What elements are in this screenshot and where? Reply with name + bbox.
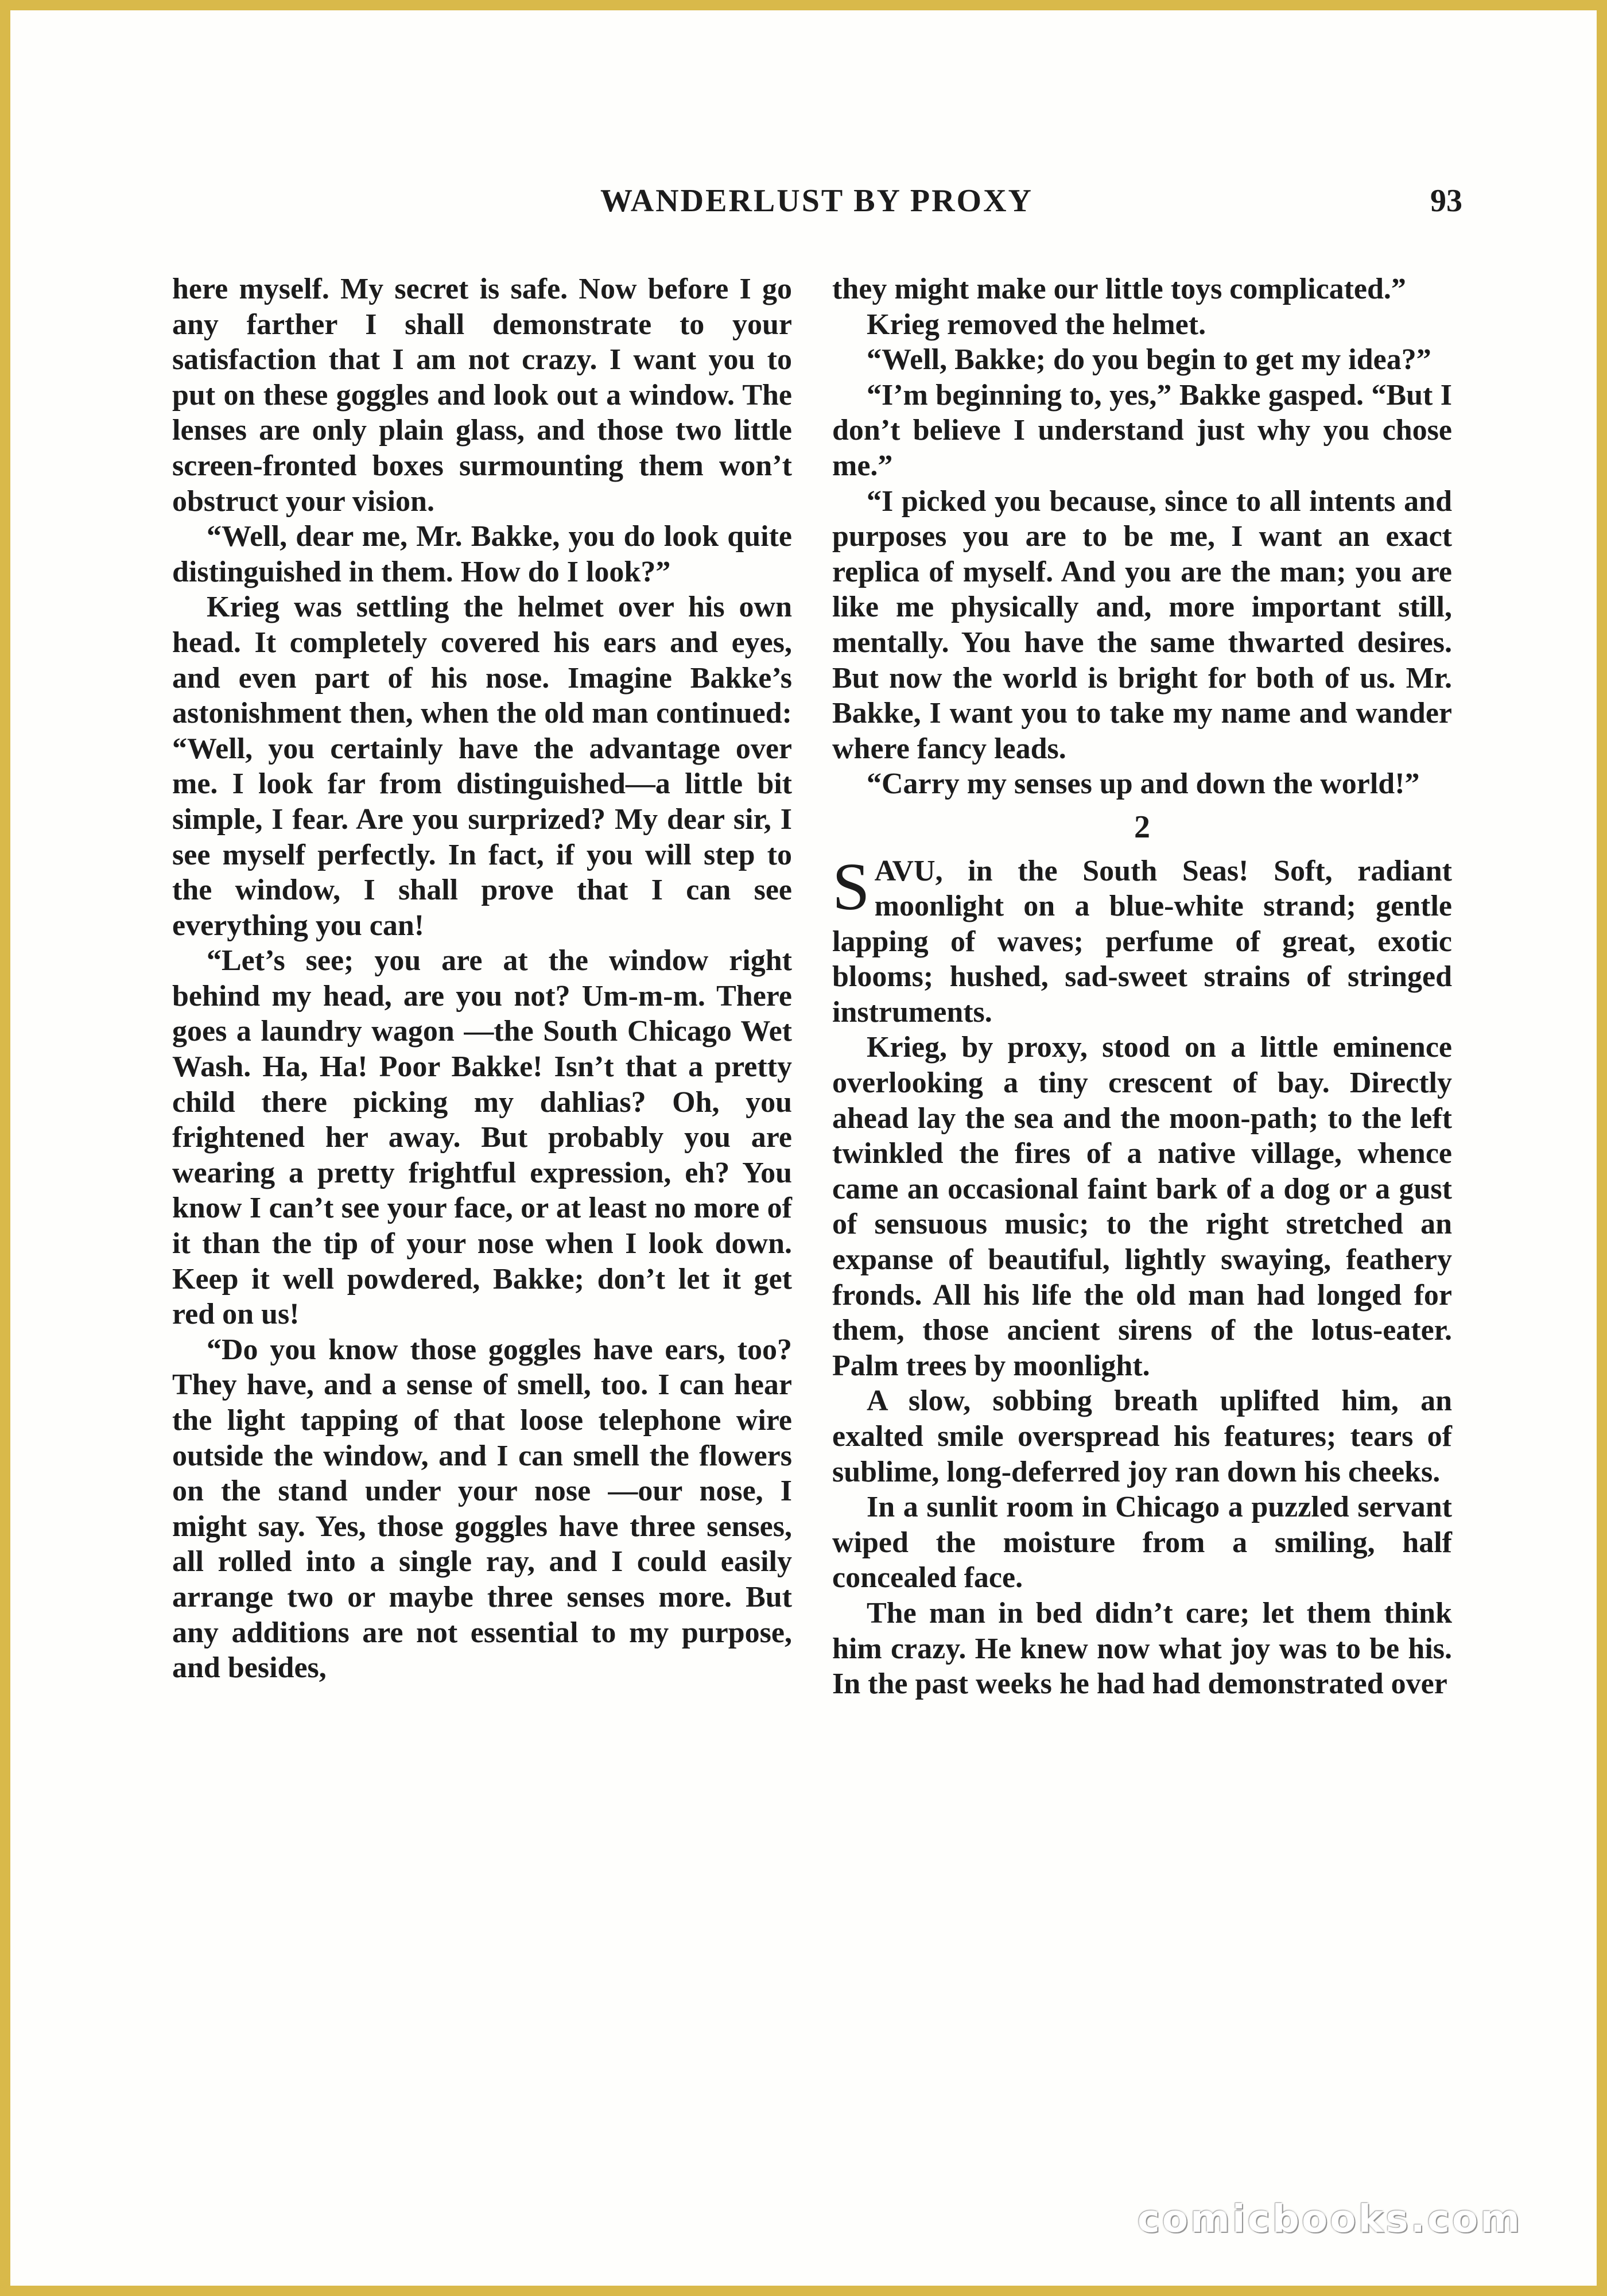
right-column [832,272,1452,1702]
page-header [171,183,1462,234]
paragraph: “Carry my senses up and down the world!” [867,767,1420,801]
drop-cap-paragraph-text: AVU, in the South Seas! Soft, radiant moonlight on a blue-white strand; gentle lapping of waves; perfume of great, exotic blooms; hushed, sad-sweet strains of stringed instruments. [832,854,1452,1029]
paragraph: A slow, sobbing breath uplifted him, an exalted smile overspread his features; tears of sublime, long-deferred joy ran down his cheeks. [832,1384,1452,1488]
drop-cap: S [832,848,870,924]
paragraph: Krieg was settling the helmet over his own head. It completely covered his ears and eyes, and even part of his nose. Imagine Bakke’s astonishment then, when the old man continued: “Well, you certainly have the advantage over me. I look far from distinguished—a little bit simple, I fear. Are you surprized? My dear sir, I see myself perfectly. In fact, if you will step to the window, I shall prove that I can see everything you can! [172,591,792,942]
paragraph: “Let’s see; you are at the window right behind my head, are you not? Um-m-m. There goes a laundry wagon —the South Chicago Wet Wash. Ha, Ha! Poor Bakke! Isn’t that a pretty child there picking my dahlias? Oh, you frightened her away. But probably you are wearing a pretty frightful expression, eh? You know I can’t see your face, or at least no more of it than the tip of your nose when I look down. Keep it well powdered, Bakke; don’t let it get red on us! [172,944,792,1331]
paragraph: here myself. My secret is safe. Now before I go any farther I shall demonstrate to your satisfaction that I am not crazy. I want you to put on these goggles and look out a window. The lenses are only plain glass, and those two little screen-fronted boxes surmounting them won’t obstruct your vision. [172,273,792,518]
running-head: WANDERLUST BY PROXY [600,183,1033,219]
paragraph: The man in bed didn’t care; let them think him crazy. He knew now what joy was to be his. In the past weeks he had had demonstrated over [832,1596,1452,1701]
paragraph: Krieg removed the helmet. [867,308,1206,341]
paragraph: “Well, Bakke; do you begin to get my idea?” [867,343,1431,377]
section-opening-paragraph [832,848,1452,1030]
page-number: 93 [1430,183,1462,219]
section-number: 2 [1134,809,1150,845]
paragraph: Krieg, by proxy, stood on a little eminence overlooking a tiny crescent of bay. Directly ahead lay the sea and the moon-path; to the left twinkled the fires of a native village, whence came an occasional faint bark of a dog or a gust of sensuous music; to the right stretched an expanse of beautiful, lightly swaying, feathery fronds. All his life the old man had longed for them, those ancient sirens of the lotus-eater. Palm trees by moonlight. [832,1031,1452,1382]
paragraph: “I’m beginning to, yes,” Bakke gasped. “But I don’t believe I understand just why you chose me.” [832,378,1452,482]
paragraph: “Do you know those goggles have ears, too? They have, and a sense of smell, too. I can hear the light tapping of that loose telephone wire outside the window, and I can smell the flowers on the stand under your nose —our nose, I might say. Yes, those goggles have three senses, all rolled into a single ray, and I could easily arrange two or maybe three senses more. But any additions are not essential to my purpose, and besides, [172,1333,792,1685]
paragraph: “Well, dear me, Mr. Bakke, you do look quite distinguished in them. How do I look?” [172,520,792,588]
watermark-logo: comicbooks.com [1137,2197,1522,2241]
left-column [172,272,792,1686]
paragraph: In a sunlit room in Chicago a puzzled servant wiped the moisture from a smiling, half concealed face. [832,1491,1452,1595]
paragraph: they might make our little toys complicated.” [832,273,1406,305]
paragraph: “I picked you because, since to all intents and purposes you are to be me, I want an exact replica of myself. And you are the man; you are like me physically and, more important still, mentally. You have the same thwarted desires. But now the world is bright for both of us. Mr. Bakke, I want you to take my name and wander where fancy leads. [832,484,1452,765]
